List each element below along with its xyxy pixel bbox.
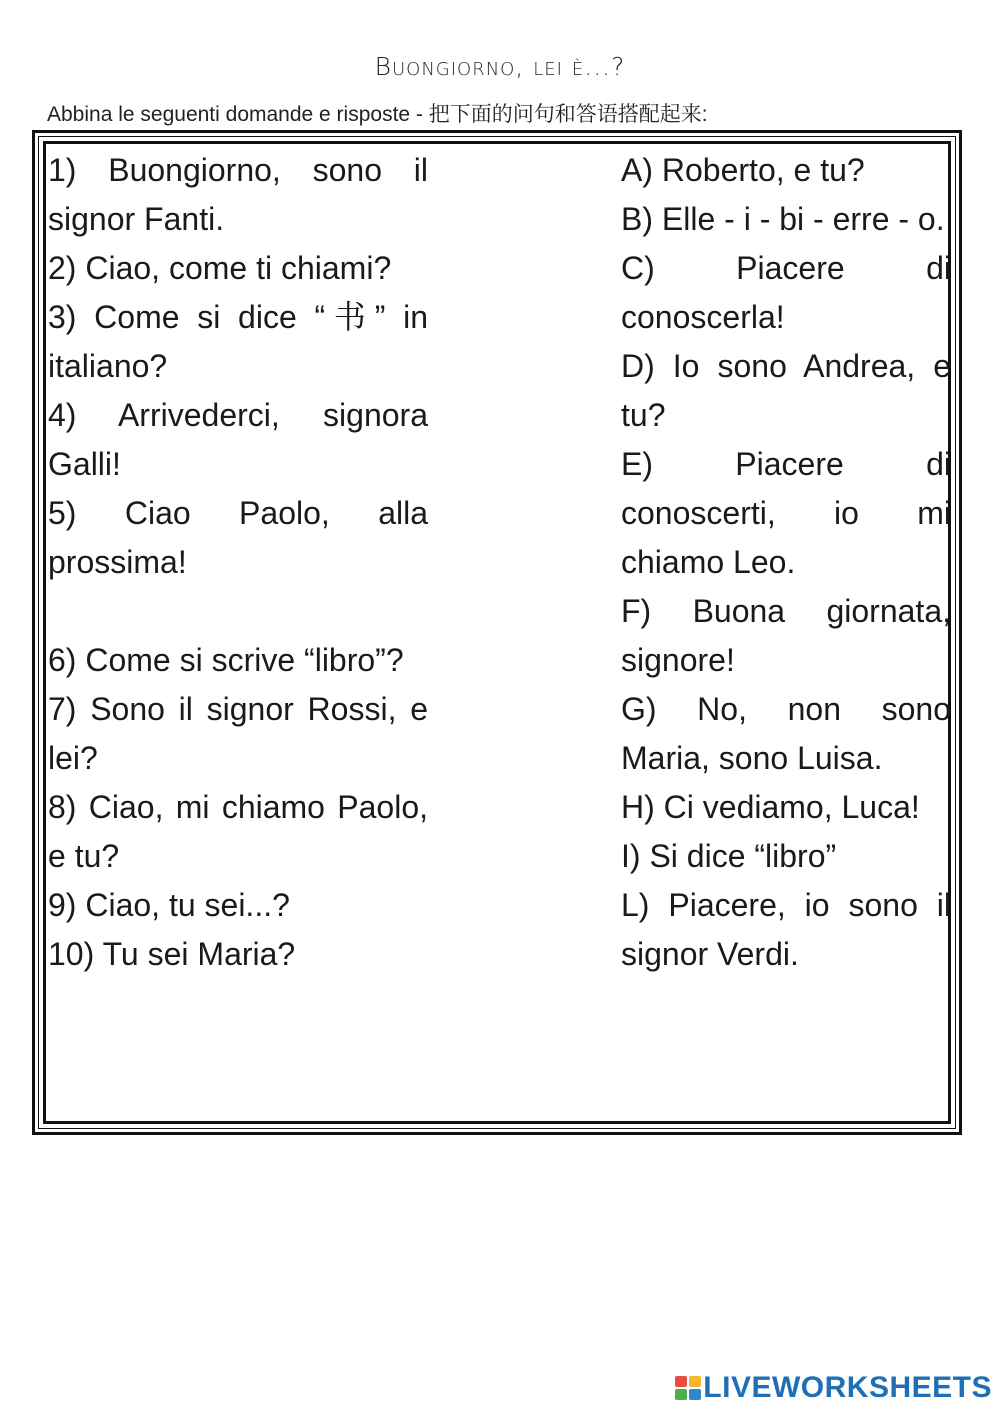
answer-item: D) Io sono Andrea, e tu? bbox=[621, 348, 951, 433]
answers-column bbox=[621, 146, 951, 979]
question-item: 5) Ciao Paolo, alla prossima! bbox=[48, 495, 428, 580]
question-item: 2) Ciao, come ti chiami? bbox=[48, 250, 392, 286]
answer-item: E) Piacere di conoscerti, io mi chiamo Leo. bbox=[621, 446, 951, 580]
answer-item: C) Piacere di conoscerla! bbox=[621, 250, 951, 335]
question-item: 10) Tu sei Maria? bbox=[48, 936, 296, 972]
instructions: Abbina le seguenti domande e risposte - 把下面的问句和答语搭配起来: bbox=[47, 103, 708, 126]
answer-item: A) Roberto, e tu? bbox=[621, 152, 865, 188]
page-title: Buongiorno, lei è...? bbox=[374, 52, 626, 81]
question-item: 6) Come si scrive “libro”? bbox=[48, 642, 404, 678]
answer-item: B) Elle - i - bi - erre - o. bbox=[621, 201, 945, 237]
logo-square-red bbox=[675, 1376, 687, 1387]
question-item: 4) Arrivederci, signora Galli! bbox=[48, 397, 428, 482]
logo-square-yellow bbox=[689, 1376, 701, 1387]
question-item: 1) Buongiorno, sono il signor Fanti. bbox=[48, 152, 428, 237]
logo-text: LIVEWORKSHEETS bbox=[703, 1371, 992, 1404]
logo-square-green bbox=[675, 1389, 687, 1400]
question-item: 7) Sono il signor Rossi, e lei? bbox=[48, 691, 428, 776]
questions-column bbox=[48, 146, 428, 979]
answer-item: F) Buona giornata, signore! bbox=[621, 593, 951, 678]
liveworksheets-logo-icon bbox=[675, 1376, 701, 1400]
question-item: 8) Ciao, mi chiamo Paolo, e tu? bbox=[48, 789, 428, 874]
question-item: 9) Ciao, tu sei...? bbox=[48, 887, 290, 923]
logo-square-blue bbox=[689, 1389, 701, 1400]
answer-item: L) Piacere, io sono il signor Verdi. bbox=[621, 887, 951, 972]
answer-item: H) Ci vediamo, Luca! bbox=[621, 789, 920, 825]
liveworksheets-logo[interactable] bbox=[675, 1371, 992, 1405]
answer-item: I) Si dice “libro” bbox=[621, 838, 837, 874]
question-item: 3) Come si dice “书” in italiano? bbox=[48, 299, 428, 384]
answer-item: G) No, non sono Maria, sono Luisa. bbox=[621, 691, 951, 776]
